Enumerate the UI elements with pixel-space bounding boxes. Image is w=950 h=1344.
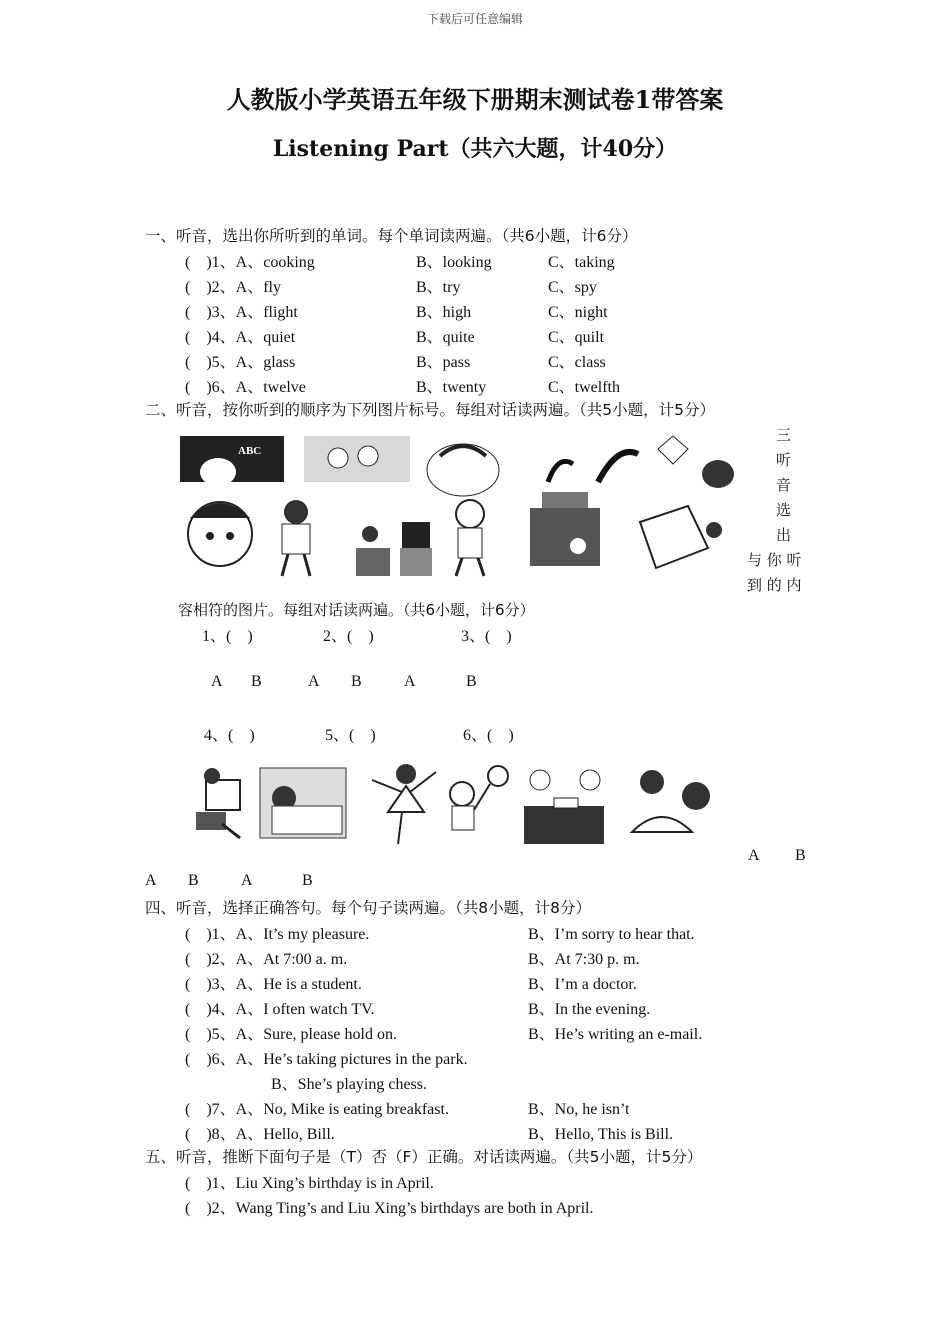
- s4-q4-b: B、In the evening.: [528, 1001, 651, 1018]
- s4-q5-b: B、He’s writing an e-mail.: [528, 1026, 703, 1043]
- s1-q3-b: B、high: [416, 304, 472, 321]
- s3-line5: 与 你 听: [747, 551, 802, 569]
- s3-r1-label-b2: B: [351, 673, 362, 690]
- s1-q4-a: ( )4、A、quiet: [185, 329, 296, 346]
- s4-q7-b: B、No, he isn’t: [528, 1101, 630, 1118]
- section1-heading: 一、听音，选出你所听到的单词。每个单词读两遍。（共6小题，计6分）: [145, 227, 638, 245]
- s1-q5-b: B、pass: [416, 354, 471, 371]
- s3-blank-1: 1、( ): [202, 628, 253, 645]
- calligraphy-picture: [548, 452, 638, 482]
- section5-heading: 五、听音，推断下面句子是（T）否（F）正确。对话读两遍。（共5小题，计5分）: [145, 1148, 703, 1166]
- boy-catching-butterfly-picture: [450, 766, 508, 830]
- s3-blank-3: 3、( ): [461, 628, 512, 645]
- girls-sitting-picture: [632, 770, 710, 832]
- s4-q8-b: B、Hello, This is Bill.: [528, 1126, 674, 1143]
- s4-q1-a: ( )1、A、It’s my pleasure.: [185, 926, 370, 943]
- s3-line6: 到 的 内: [747, 576, 802, 594]
- s3-r2-label-b2: B: [302, 872, 313, 889]
- svg-text:ABC: ABC: [238, 445, 262, 457]
- s4-q1-b: B、I’m sorry to hear that.: [528, 926, 695, 943]
- s4-q5-a: ( )5、A、Sure, please hold on.: [185, 1026, 397, 1043]
- s3-v1: 三: [776, 426, 792, 444]
- man-watching-tv-picture: [356, 522, 432, 576]
- s3-r2-label-b1: B: [188, 872, 199, 889]
- s1-q2-c: C、spy: [548, 279, 597, 296]
- section3-pictures-row2: [192, 762, 740, 850]
- s3-r1-label-a1: A: [211, 673, 223, 690]
- s1-q6-c: C、twelfth: [548, 379, 620, 396]
- blackboard-abc-picture: [180, 436, 284, 486]
- s1-q4-c: C、quilt: [548, 329, 605, 346]
- s3-v2: 听: [776, 451, 792, 469]
- s3-blank-5: 5、( ): [325, 727, 376, 744]
- s3-v3: 音: [776, 476, 792, 494]
- s3-blank-2: 2、( ): [323, 628, 374, 645]
- page-title: 人教版小学英语五年级下册期末测试卷1带答案: [226, 85, 724, 114]
- s1-q5-a: ( )5、A、glass: [185, 354, 296, 371]
- s4-q6-b: B、She’s playing chess.: [271, 1076, 427, 1093]
- s3-v4: 选: [776, 501, 792, 519]
- s1-q5-c: C、class: [548, 354, 606, 371]
- s1-q3-a: ( )3、A、flight: [185, 304, 298, 321]
- section3-pictures-row1: [178, 488, 738, 580]
- s1-q1-c: C、taking: [548, 254, 615, 271]
- s5-q2: ( )2、Wang Ting’s and Liu Xing’s birthdays are both in April.: [185, 1200, 594, 1217]
- girl-sitting-picture: [282, 500, 310, 576]
- s4-q8-a: ( )8、A、Hello, Bill.: [185, 1126, 335, 1143]
- girl-dancing-picture: [372, 764, 436, 844]
- section2-pictures: [178, 434, 738, 484]
- s1-q6-a: ( )6、A、twelve: [185, 379, 306, 396]
- people-group-picture: [304, 436, 410, 482]
- s1-q3-c: C、night: [548, 304, 608, 321]
- s1-q6-b: B、twenty: [416, 379, 487, 396]
- s3-r2-label-a-right: A: [748, 847, 760, 864]
- cat-girl-picture: [188, 502, 252, 566]
- s4-q7-a: ( )7、A、No, Mike is eating breakfast.: [185, 1101, 449, 1118]
- s4-q3-a: ( )3、A、He is a student.: [185, 976, 362, 993]
- bookstore-picture: [530, 492, 600, 566]
- s1-q2-a: ( )2、A、fly: [185, 279, 281, 296]
- s3-blank-4: 4、( ): [204, 727, 255, 744]
- section2-heading: 二、听音，按你听到的顺序为下列图片标号。每组对话读两遍。（共5小题，计5分）: [145, 401, 715, 419]
- computer-picture: [640, 506, 722, 568]
- s3-r1-label-b1: B: [251, 673, 262, 690]
- s4-q6-a: ( )6、A、He’s taking pictures in the park.: [185, 1051, 468, 1068]
- s3-r2-label-b-right: B: [795, 847, 806, 864]
- section4-heading: 四、听音，选择正确答句。每个句子读两遍。（共8小题，计8分）: [145, 899, 591, 917]
- s1-q4-b: B、quite: [416, 329, 475, 346]
- s3-blank-6: 6、( ): [463, 727, 514, 744]
- header-note: 下载后可任意编辑: [426, 12, 523, 26]
- s3-heading-rest: 容相符的图片。每组对话读两遍。（共6小题，计6分）: [178, 601, 535, 619]
- s1-q1-a: ( )1、A、cooking: [185, 254, 315, 271]
- s3-r1-label-a2: A: [308, 673, 320, 690]
- kids-playing-chess-picture: [524, 770, 604, 844]
- s5-q1: ( )1、Liu Xing’s birthday is in April.: [185, 1175, 434, 1192]
- page-subtitle: Listening Part（共六大题，计40分）: [272, 136, 678, 162]
- s3-r2-label-a2: A: [241, 872, 253, 889]
- s1-q2-b: B、try: [416, 279, 461, 296]
- s4-q2-b: B、At 7:30 p. m.: [528, 951, 640, 968]
- s4-q3-b: B、I’m a doctor.: [528, 976, 637, 993]
- s3-r2-label-a1: A: [145, 872, 157, 889]
- kite-picture: [658, 436, 688, 464]
- s3-r1-label-b3: B: [466, 673, 477, 690]
- man-reading-newspaper-picture: [196, 768, 240, 838]
- boy-sweeping-picture: [456, 500, 484, 576]
- s3-r1-label-a3: A: [404, 673, 416, 690]
- s4-q4-a: ( )4、A、I often watch TV.: [185, 1001, 375, 1018]
- girl-head-picture: [702, 460, 734, 488]
- s1-q1-b: B、looking: [416, 254, 492, 271]
- s4-q2-a: ( )2、A、At 7:00 a. m.: [185, 951, 348, 968]
- child-sleeping-picture: [260, 768, 346, 838]
- s3-v5: 出: [776, 526, 792, 544]
